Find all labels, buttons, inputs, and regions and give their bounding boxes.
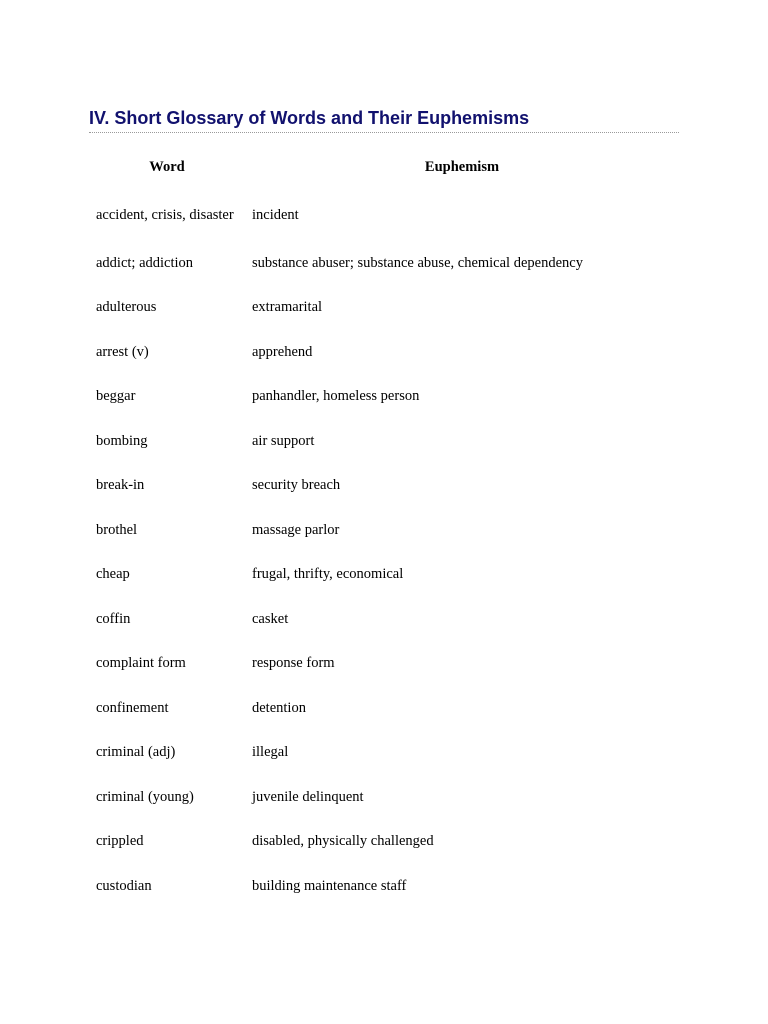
table-row — [89, 419, 679, 464]
table-row — [89, 241, 679, 286]
euphemism-cell: illegal — [252, 744, 289, 761]
table-row — [89, 464, 679, 509]
euphemism-cell: apprehend — [252, 343, 313, 360]
word-cell: criminal (young) — [96, 788, 194, 805]
word-cell: bombing — [96, 432, 148, 449]
euphemism-cell: frugal, thrifty, economical — [252, 566, 404, 583]
euphemism-cell: detention — [252, 699, 306, 716]
table-row — [89, 597, 679, 642]
euphemism-cell: extramarital — [252, 299, 323, 316]
column-header-word: Word — [149, 158, 185, 175]
word-cell: confinement — [96, 699, 169, 716]
euphemism-cell: massage parlor — [252, 521, 340, 538]
word-cell: custodian — [96, 877, 152, 894]
glossary-table — [89, 145, 679, 909]
table-row — [89, 375, 679, 420]
table-row — [89, 775, 679, 820]
word-cell: adulterous — [96, 299, 157, 316]
column-header-euphemism: Euphemism — [424, 158, 500, 175]
euphemism-cell: substance abuser; substance abuse, chemical dependency — [252, 254, 583, 271]
euphemism-cell: building maintenance staff — [252, 877, 407, 894]
word-cell: coffin — [96, 610, 131, 627]
euphemism-cell: casket — [252, 610, 289, 627]
euphemism-cell: incident — [252, 206, 299, 223]
table-row — [89, 731, 679, 776]
euphemism-cell: response form — [252, 655, 335, 672]
section-heading: IV. Short Glossary of Words and Their Euphemisms — [89, 106, 679, 133]
table-row — [89, 864, 679, 909]
table-row — [89, 820, 679, 865]
word-cell: complaint form — [96, 655, 186, 672]
table-row — [89, 508, 679, 553]
word-cell: accident, crisis, disaster — [96, 206, 234, 223]
word-cell: criminal (adj) — [96, 744, 176, 761]
table-header-row — [89, 145, 679, 189]
table-row — [89, 553, 679, 598]
euphemism-cell: juvenile delinquent — [252, 788, 364, 805]
euphemism-cell: disabled, physically challenged — [252, 833, 434, 850]
euphemism-cell: panhandler, homeless person — [252, 388, 420, 405]
word-cell: crippled — [96, 833, 144, 850]
euphemism-cell: security breach — [252, 477, 341, 494]
word-cell: break-in — [96, 477, 145, 494]
table-row — [89, 686, 679, 731]
table-row — [89, 189, 679, 241]
word-cell: beggar — [96, 388, 136, 405]
table-row — [89, 286, 679, 331]
word-cell: addict; addiction — [96, 254, 194, 271]
table-row — [89, 330, 679, 375]
euphemism-cell: air support — [252, 432, 315, 449]
word-cell: cheap — [96, 566, 130, 583]
table-row — [89, 642, 679, 687]
word-cell: brothel — [96, 521, 138, 538]
word-cell: arrest (v) — [96, 343, 149, 360]
